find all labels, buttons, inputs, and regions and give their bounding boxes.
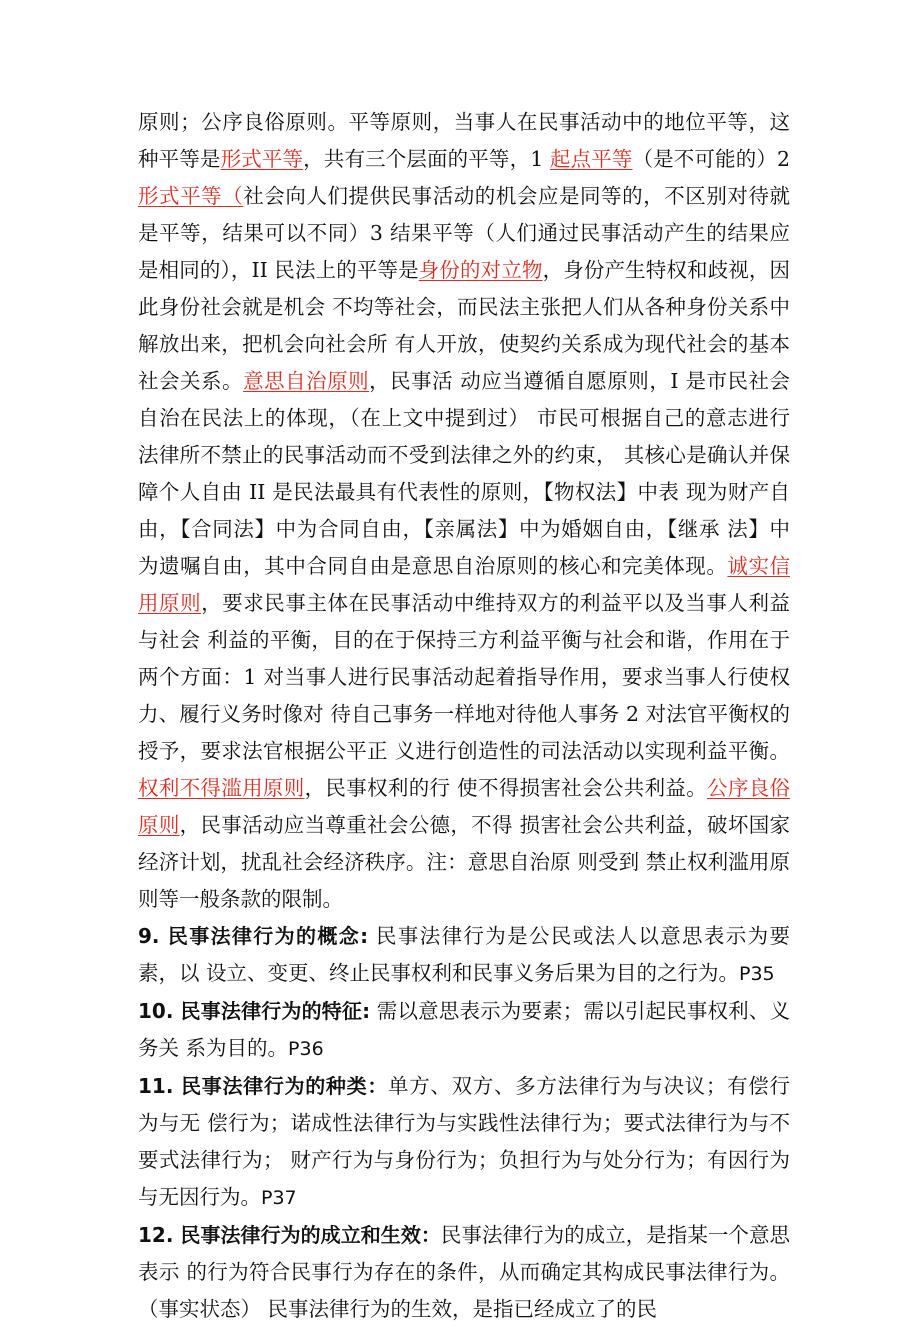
section-title: 11. 民事法律行为的种类： (138, 1074, 389, 1098)
document-page (138, 104, 790, 1328)
text-run: ，要求民事主体在民事活动中维持双方的利益平以及当事人利益与社会 利益的平衡，目的在于保持三方利益平衡与社会和谐，作用在于两个方面：1 对当事人进行民事活动起着指导作用，要求当事人行使权力、履行义务时像对 待自己事务一样地对待他人事务 2 对法官平衡权的授予，要求法官根据公平正 义进行创造性的司法活动以实现利益平衡。 (138, 591, 791, 763)
text-run: （是不可能的）2 (632, 147, 791, 171)
section-title: 12. 民事法律行为的成立和生效： (138, 1223, 441, 1247)
text-run: ，民事活 动应当遵循自愿原则，I 是市民社会自治在民法上的体现，（在上文中提到过） 市民可根据自己的意志进行法律所不禁止的民事活动而不受到法律之外的约束， 其核心是确认并保障个人自由 II 是民法最具有代表性的原则，【物权法】中表 现为财产自由，【合同法】中为合同自由，【亲属法】中为婚姻自由，【继承 法】中为遗嘱自由，其中合同自由是意思自治原则的核心和完美体现。 (138, 369, 791, 578)
text-run: ，身份产生特权和歧视，因此身份社会就是机会 不均等社会，而民法主张把人们从各种身份关系中解放出来，把机会向社会所 有人开放，使契约关系成为现代社会的基本社会关系。 (138, 258, 791, 393)
section-body: 民事法律行为的成立，是指某一个意思表示 的行为符合民事行为存在的条件，从而确定其构成民事法律行为。（事实状态） 民事法律行为的生效，是指已经成立了的民 (138, 1223, 790, 1321)
section-title: 9. 民事法律行为的概念: (138, 924, 369, 948)
section-list (138, 918, 790, 1328)
text-run: ，民事活动应当尊重社会公德，不得 损害社会公共利益，破坏国家经济计划，扰乱社会经济秩序。注：意思自治原 则受到 禁止权利滥用原则等一般条款的限制。 (138, 813, 791, 911)
highlighted-term: 身份的对立物 (418, 258, 543, 282)
page-reference: P37 (261, 1187, 297, 1209)
text-run: ，共有三个层面的平等，1 (303, 147, 550, 171)
section-body: 单方、双方、多方法律行为与决议；有偿行为与无 偿行为；诺成性法律行为与实践性法律行为；要式法律行为与不要式法律行为； 财产行为与身份行为；负担行为与处分行为；有因行为与无因行为。 (138, 1074, 790, 1209)
highlighted-term: 公序良俗原则 (138, 776, 791, 837)
section-item (138, 1068, 790, 1217)
highlighted-term: 意思自治原则 (243, 369, 370, 393)
page-reference: P35 (739, 963, 775, 985)
text-run: ，民事权利的行 使不得损害社会公共利益。 (304, 776, 708, 800)
section-title: 10. 民事法律行为的特征: (138, 999, 371, 1023)
section-body: 民事法律行为是公民或法人以意思表示为要素，以 设立、变更、终止民事权利和民事义务后果为目的之行为。 (138, 924, 791, 985)
highlighted-term: 形式平等 (220, 147, 304, 171)
text-run: 社会向人们提供民事活动的机会应是同等的，不区别对待就是平等，结果可以不同）3 结果平等（人们通过民事活动产生的结果应是相同的），II 民法上的平等是 (138, 184, 790, 282)
section-item (138, 918, 790, 993)
page-reference: P36 (288, 1038, 324, 1060)
highlighted-term: 起点平等 (549, 147, 633, 171)
highlighted-term: 形式平等（ (138, 184, 244, 208)
highlighted-term: 权利不得滥用原则 (138, 776, 305, 800)
section-item (138, 993, 790, 1068)
text-run: 原则；公序良俗原则。平等原则，当事人在民事活动中的地位平等，这种平等是 (138, 110, 790, 171)
section-body: 需以意思表示为要素；需以引起民事权利、义务关 系为目的。 (138, 999, 791, 1060)
highlighted-term: 诚实信 用原则 (138, 554, 791, 615)
principles-paragraph (138, 104, 790, 918)
section-item (138, 1217, 790, 1328)
